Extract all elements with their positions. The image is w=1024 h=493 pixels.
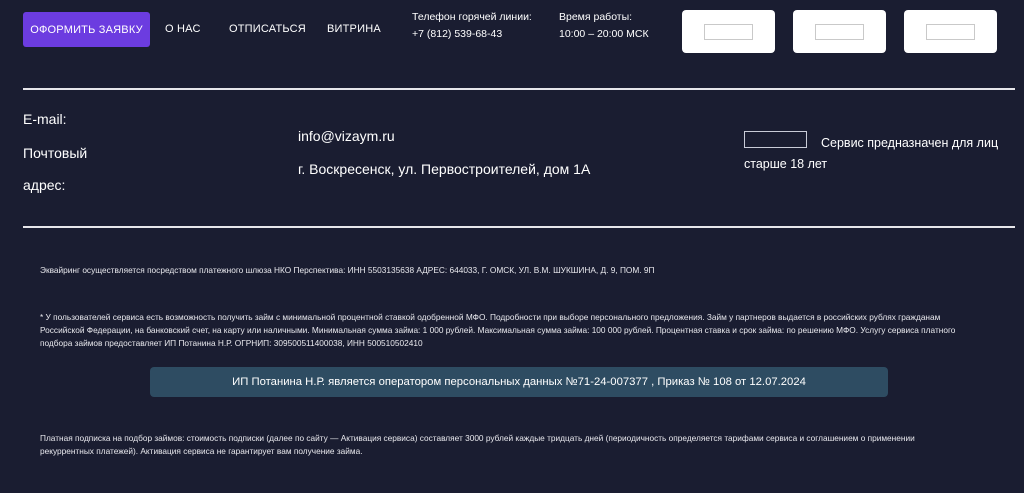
- nav-showcase-link[interactable]: ВИТРИНА: [327, 23, 381, 35]
- nav-about-link[interactable]: О НАС: [165, 23, 201, 35]
- badge-image: [704, 24, 753, 40]
- hours-value: 10:00 – 20:00 МСК: [559, 28, 649, 40]
- subscription-text: Платная подписка на подбор займов: стоимость подписки (далее по сайту — Активация сервиса) составляет 3000 рублей каждые тридцать дней (периодичность определяется тарифами сервиса и соглашением о применении рекуррентных платежей). Активация сервиса не гарантирует вам получение займа.: [40, 433, 915, 456]
- nav-unsubscribe-link[interactable]: ОТПИСАТЬСЯ: [229, 23, 306, 35]
- loan-terms-text: * У пользователей сервиса есть возможность получить займ с минимальной процентной ставкой одобренной МФО. Подробности при выборе персонального предложения. Займ у партнеров выдается в российских рублях гражданам Российской Федерации, на банковский счет, на карту или наличными. Минимальная сумма займа: 1 000 рублей. Максимальная сумма займа: 100 000 рублей. Процентная ставка и срок займа: по решению МФО. Услугу сервиса платного подбора займов предоставляет ИП Потанина Н.Р. ОГРНИП: 309500511400038, ИНН 500510502410: [40, 312, 956, 348]
- email-label: E-mail:: [23, 111, 67, 127]
- top-divider: [23, 88, 1015, 90]
- acquiring-text: Эквайринг осуществляется посредством платежного шлюза НКО Перспектива: ИНН 5503135638 АДРЕС: 644033, Г. ОМСК, УЛ. В.М. ШУКШИНА, Д. 9, ПОМ. 9П: [40, 265, 655, 275]
- app-store-badge-3[interactable]: [904, 10, 997, 53]
- app-store-badge-2[interactable]: [793, 10, 886, 53]
- operator-badge: [150, 367, 888, 397]
- hours-label: Время работы:: [559, 11, 633, 23]
- badge-image: [815, 24, 864, 40]
- address-label-line1: Почтовый: [23, 145, 88, 161]
- email-link[interactable]: info@vizaym.ru: [298, 128, 395, 144]
- app-store-badge-1[interactable]: [682, 10, 775, 53]
- address-value: г. Воскресенск, ул. Первостроителей, дом 1А: [298, 161, 591, 177]
- hotline-phone[interactable]: +7 (812) 539-68-43: [412, 28, 503, 40]
- bottom-divider: [23, 226, 1015, 228]
- operator-text: ИП Потанина Н.Р. является оператором персональных данных №71-24-007377 , Приказ № 108 от 12.07.2024: [232, 376, 806, 388]
- apply-button[interactable]: ОФОРМИТЬ ЗАЯВКУ: [23, 12, 150, 47]
- address-label-line2: адрес:: [23, 177, 66, 193]
- age-notice: Сервис предназначен для лиц старше 18 лет: [744, 136, 999, 171]
- hotline-label: Телефон горячей линии:: [412, 11, 532, 23]
- badge-image: [926, 24, 975, 40]
